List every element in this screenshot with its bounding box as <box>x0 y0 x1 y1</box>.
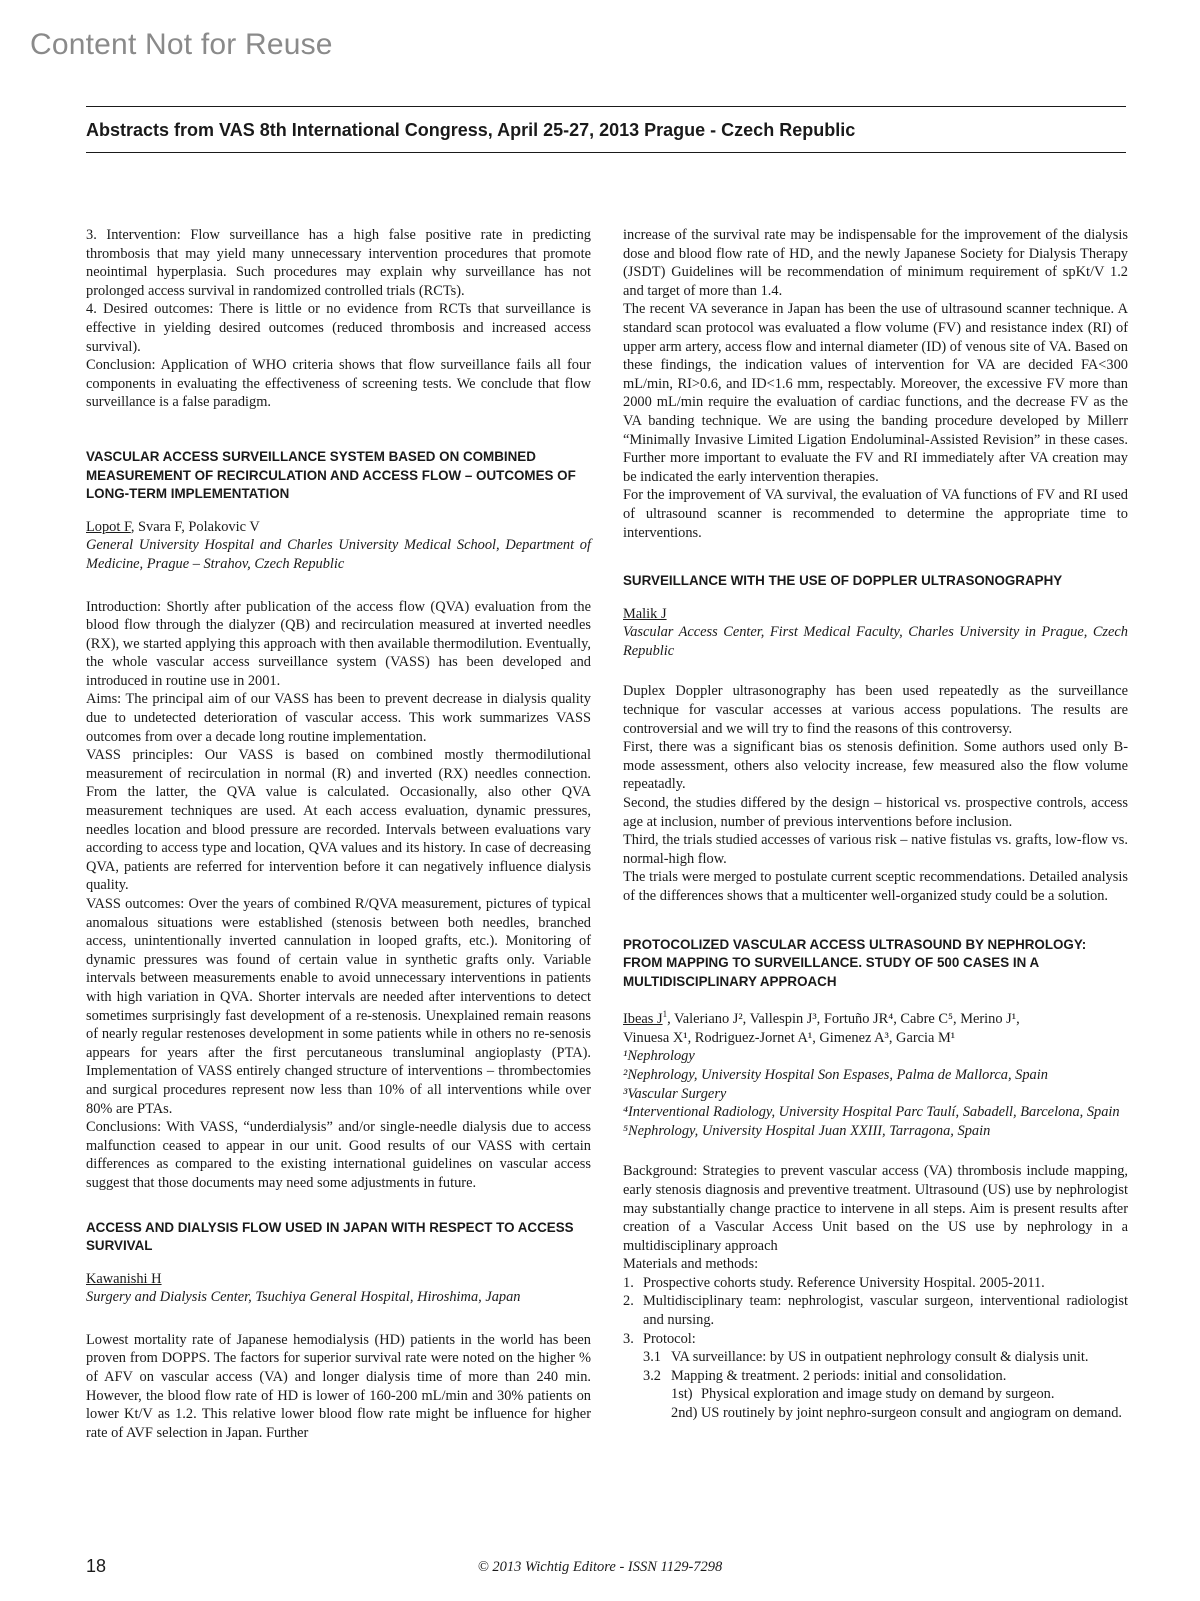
list-number: 2. <box>623 1293 634 1310</box>
list-item <box>623 1367 1128 1386</box>
affiliation: ³Vascular Surgery <box>623 1085 727 1102</box>
presenting-author: Kawanishi H <box>86 1270 162 1287</box>
paragraph: increase of the survival rate may be indispensable for the improvement of the dialysis dose and blood flow rate of HD, and the newly Japanese Society for Dialysis Therapy (JSDT) Guidelines will be recommendation of minimum requirement of spKt/V 1.2 and target of more than 1.4. <box>623 227 1128 299</box>
paragraph: 4. Desired outcomes: There is little or no evidence from RCTs that surveillance is effective in yielding desired outcomes (reduced thrombosis and increased access survival). <box>86 301 591 355</box>
list-number: 3.1 <box>643 1349 661 1366</box>
list-text: Mapping & treatment. 2 periods: initial and consolidation. <box>671 1367 1007 1384</box>
abstract-title: VASCULAR ACCESS SURVEILLANCE SYSTEM BASED ON COMBINED MEASUREMENT OF RECIRCULATION AND ACCESS FLOW – OUTCOMES OF LONG-TERM IMPLEMENTATION <box>86 448 576 502</box>
author-list <box>623 605 1128 624</box>
paragraph: Third, the trials studied accesses of various risk – native fistulas vs. grafts, low-flow vs. normal-high flow. <box>623 832 1128 867</box>
abstract-title: ACCESS AND DIALYSIS FLOW USED IN JAPAN WITH RESPECT TO ACCESS SURVIVAL <box>86 1219 574 1254</box>
author-list <box>86 1270 591 1289</box>
paragraph: Materials and methods: <box>623 1256 759 1273</box>
paragraph: 3. Intervention: Flow surveillance has a high false positive rate in predicting thrombosis that may yield many unnecessary intervention procedures that promote neointimal hyperplasia. Such procedures may explain why surveillance has not prolonged access survival in randomized controlled trials (RCTs). <box>86 227 591 299</box>
affiliation: ²Nephrology, University Hospital Son Espases, Palma de Mallorca, Spain <box>623 1066 1048 1083</box>
header-rule-bottom <box>86 152 1126 153</box>
abstract-title: SURVEILLANCE WITH THE USE OF DOPPLER ULTRASONOGRAPHY <box>623 573 1063 589</box>
paragraph: Introduction: Shortly after publication of the access flow (QVA) evaluation from the blood flow through the dialyzer (QB) and recirculation measured at inverted needles (RX), we started applying this approach with then available thermodilution. Eventually, the whole vascular access surveillance system (VASS) has been developed and introduced in routine use in 2001. <box>86 598 591 689</box>
journal-header: Abstracts from VAS 8th International Congress, April 25-27, 2013 Prague - Czech Republic <box>86 120 856 140</box>
header-rule-top <box>86 106 1126 107</box>
paragraph: Background: Strategies to prevent vascular access (VA) thrombosis include mapping, early stenosis diagnosis and preventive treatment. Ultrasound (US) use by nephrologist may substantially change practice to intervene in all steps. Aim is present results after creation of a Vascular Access Unit based on the US use by nephrology in a multidisciplinary approach <box>623 1163 1128 1254</box>
list-number: 1st) <box>671 1386 693 1403</box>
affiliation: ⁵Nephrology, University Hospital Juan XXIII, Tarragona, Spain <box>623 1122 991 1139</box>
paragraph: Lowest mortality rate of Japanese hemodialysis (HD) patients in the world has been proven from DOPPS. The factors for superior survival rate were noted on the higher % of AFV on vascular access (VA) and longer dialysis time of more than 240 min. However, the blood flow rate of HD is lower of 160-200 mL/min and 30% patients on lower Kt/V as 1.2. This relative lower blood flow rate might be influence for higher rate of AVF selection in Japan. Further <box>86 1331 591 1441</box>
affiliation: ⁴Interventional Radiology, University Hospital Parc Taulí, Sabadell, Barcelona, Spain <box>623 1104 1120 1121</box>
paragraph: First, there was a significant bias os stenosis definition. Some authors used only B-mode assessment, others also velocity increase, few measured also the flow volume repeatadly. <box>623 739 1128 793</box>
left-column <box>86 226 591 1442</box>
list-text: Protocol: <box>643 1330 696 1347</box>
watermark: Content Not for Reuse <box>30 28 333 61</box>
list-number: 1. <box>623 1274 634 1291</box>
list-text: Multidisciplinary team: nephrologist, vascular surgeon, interventional radiologist and nursing. <box>643 1293 1128 1329</box>
list-number: 2nd) <box>671 1405 698 1422</box>
abstract-title: PROTOCOLIZED VASCULAR ACCESS ULTRASOUND BY NEPHROLOGY: FROM MAPPING TO SURVEILLANCE. STUDY OF 500 CASES IN A MULTIDISCIPLINARY APPROACH <box>623 936 1087 989</box>
co-authors: , Svara F, Polakovic V <box>130 518 260 535</box>
paragraph: Conclusions: With VASS, “underdialysis” and/or single-needle dialysis due to access malfunction ceased to appear in our unit. Good results of our VASS with certain differences as compared to the existing international guidelines on vascular access suggest that those documents may need some adjustments in future. <box>86 1119 591 1191</box>
list-text: US routinely by joint nephro-surgeon consult and angiogram on demand. <box>701 1405 1122 1422</box>
list-number: 3. <box>623 1330 634 1347</box>
paragraph: The recent VA severance in Japan has been the use of ultrasound scanner technique. A standard scan protocol was evaluated a flow volume (FV) and resistance index (RI) of upper arm artery, access flow and internal diameter (ID) of venous site of VA. Based on these findings, the indication values of intervention for VA are decided FA<300 mL/min, RI>0.6, and ID<1.6 mm, respectably. Moreover, the excessive FV more than 2000 mL/min require the evaluation of cardiac functions, and the decrease FV as the VA banding technique. We are using the banding procedure developed by Millerr “Minimally Invasive Limited Ligation Endoluminal-Assisted Revision” in these cases. Further more important to evaluate the FV and RI immediately after VA creation may be indicated the early intervention therapies. <box>623 301 1128 485</box>
list-text: Physical exploration and image study on demand by surgeon. <box>701 1386 1055 1403</box>
paragraph: VASS principles: Our VASS is based on combined mostly thermodilutional measurement of recirculation in normal (R) and inverted (RX) needles connection. From the latter, the QVA value is calculated. Occasionally, also other QVA measurement techniques are used. At each access evaluation, dynamic pressures, needles location and blood pressure are recorded. Intervals between evaluations vary according to access type and location, QVA values and its history. In case of decreasing QVA, patients are referred for intervention before it can negatively influence dialysis quality. <box>86 747 591 894</box>
list-text: Prospective cohorts study. Reference University Hospital. 2005-2011. <box>643 1274 1045 1291</box>
presenting-author-affiliation-mark: 1 <box>662 1009 668 1020</box>
paragraph: Aims: The principal aim of our VASS has been to prevent decrease in dialysis quality due to undetected deterioration of vascular access. This work summarizes VASS outcomes from over a decade long routine implementation. <box>86 691 591 745</box>
paragraph: The trials were merged to postulate current sceptic recommendations. Detailed analysis of the differences shows that a multicenter well-organized study could be a solution. <box>623 869 1128 904</box>
presenting-author: Malik J <box>623 605 667 622</box>
presenting-author: Lopot F <box>86 518 131 535</box>
list-item <box>623 1348 1128 1367</box>
list-item <box>623 1404 1128 1423</box>
author-list <box>623 1005 1128 1028</box>
affiliation: ¹Nephrology <box>623 1048 695 1065</box>
paragraph: Duplex Doppler ultrasonography has been used repeatedly as the surveillance technique for vascular accesses at various access populations. The results are controversial and we will try to find the reasons of this controversy. <box>623 683 1128 737</box>
affiliation: General University Hospital and Charles University Medical School, Department of Medicine, Prague – Strahov, Czech Republic <box>86 537 591 572</box>
co-authors-line-2: Vinuesa X¹, Rodriguez-Jornet A¹, Gimenez A³, Garcia M¹ <box>623 1029 956 1046</box>
affiliation: Vascular Access Center, First Medical Faculty, Charles University in Prague, Czech Republic <box>623 624 1128 659</box>
list-text: VA surveillance: by US in outpatient nephrology consult & dialysis unit. <box>671 1349 1089 1366</box>
list-item <box>623 1292 1128 1329</box>
right-column <box>623 226 1128 1423</box>
paragraph: For the improvement of VA survival, the evaluation of VA functions of FV and RI used of ultrasound scanner is recommended to determine the appropriate time to interventions. <box>623 487 1128 541</box>
list-item <box>623 1385 1128 1404</box>
paragraph: Second, the studies differed by the design – historical vs. prospective controls, access age at inclusion, number of previous interventions before inclusion. <box>623 795 1128 830</box>
methods-list <box>623 1274 1128 1423</box>
copyright-notice: © 2013 Wichtig Editore - ISSN 1129-7298 <box>477 1559 723 1575</box>
list-item <box>623 1330 1128 1349</box>
list-item <box>623 1274 1128 1293</box>
list-number: 3.2 <box>643 1367 661 1384</box>
co-authors: , Valeriano J², Vallespin J³, Fortuño JR⁴, Cabre C⁵, Merino J¹, <box>667 1011 1020 1028</box>
paragraph: Conclusion: Application of WHO criteria shows that flow surveillance fails all four components in evaluating the effectiveness of screening tests. We conclude that flow surveillance is a false paradigm. <box>86 357 591 411</box>
paragraph: VASS outcomes: Over the years of combined R/QVA measurement, pictures of typical anomalous situations were established (stenosis between both needles, branched access, unintentionally inverted cannulation in looped grafts, etc.). Monitoring of dynamic pressures was found of certain value in synthetic grafts only. Variable intervals between measurements enable to avoid unnecessary interventions in patients with high variation in QVA. Shorter intervals are needed after interventions to detect sometimes surprisingly fast development of a re-stenosis. Unexplained remain reasons of nearly regular restenoses development in some patients while in others no re-senosis appears for years after the first percutaneous transluminal angioplasty (PTA). Implementation of VASS entirely changed structure of interventions – thrombectomies and surgical procedures represent now less than 10% of all interventions while over 80% are PTAs. <box>86 896 591 1117</box>
presenting-author: Ibeas J <box>623 1011 663 1028</box>
author-list <box>86 518 591 537</box>
affiliation: Surgery and Dialysis Center, Tsuchiya General Hospital, Hiroshima, Japan <box>86 1289 521 1306</box>
page-number: 18 <box>86 1556 107 1576</box>
